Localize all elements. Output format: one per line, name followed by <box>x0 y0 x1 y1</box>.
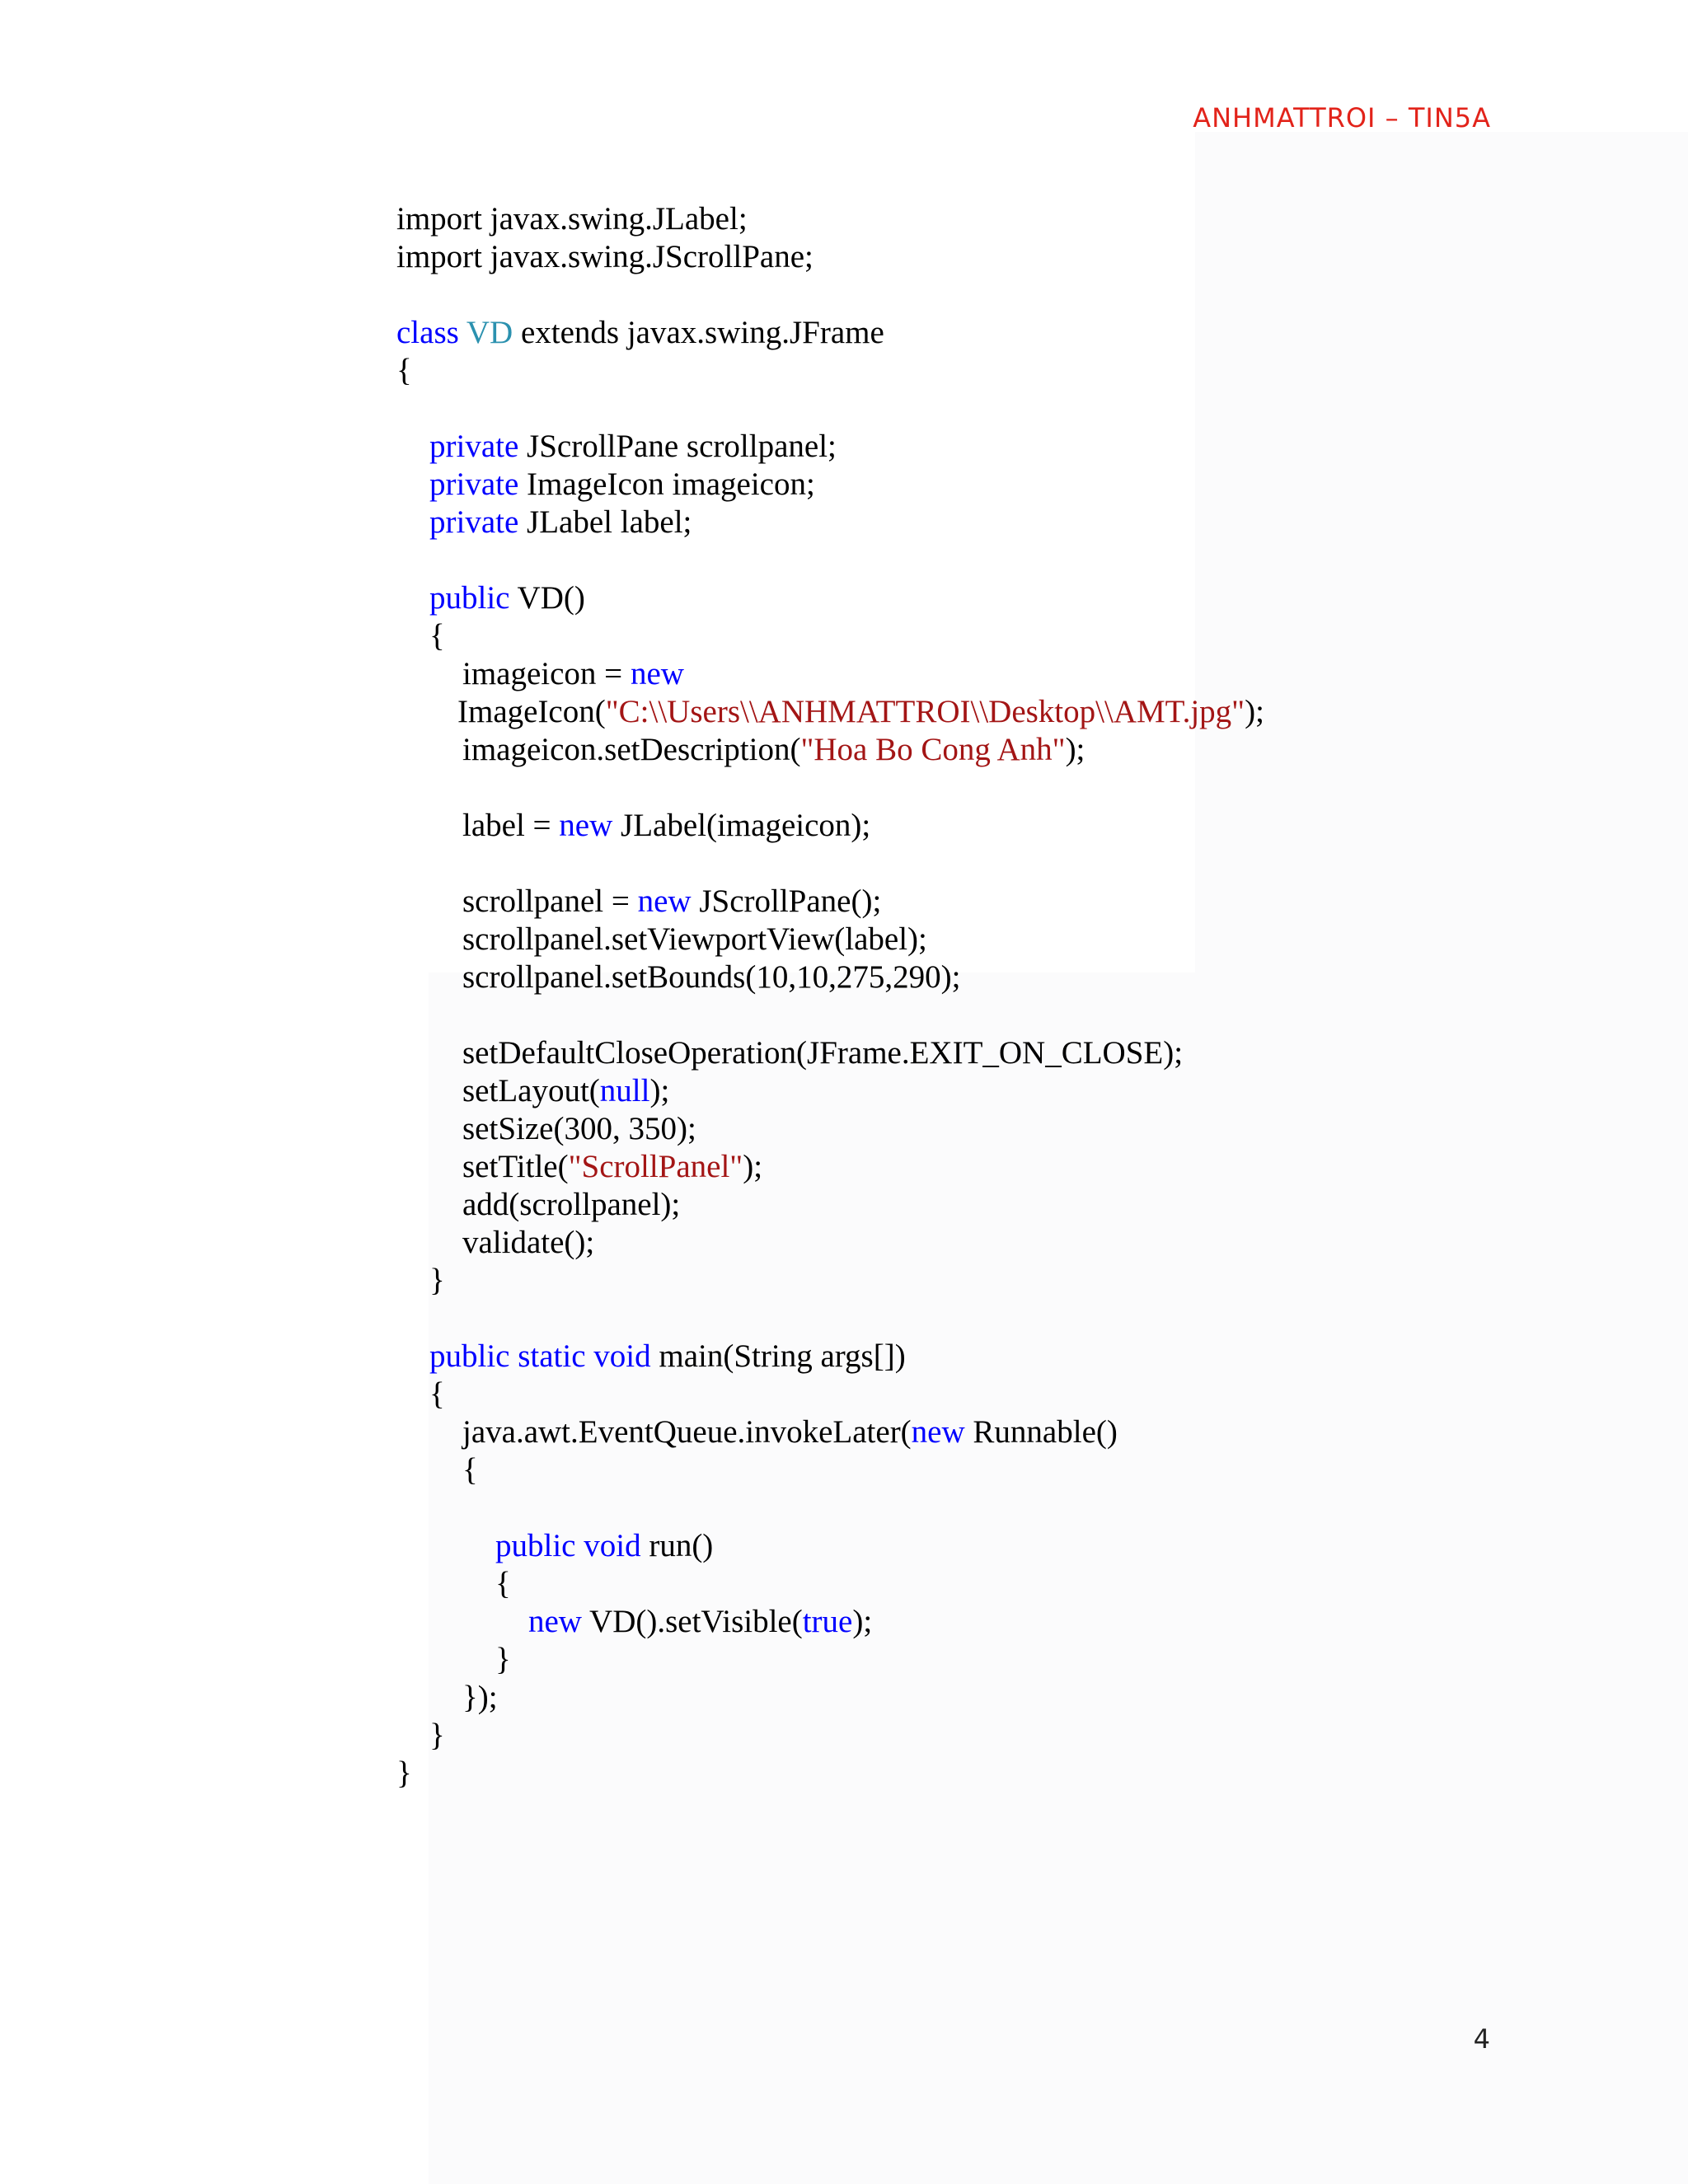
code-line <box>0 769 1401 807</box>
code-text: ); <box>852 1604 873 1639</box>
code-line <box>0 504 1401 541</box>
code-line <box>0 1072 1401 1110</box>
code-text: scrollpanel = <box>462 883 638 919</box>
code-line <box>0 1224 1401 1262</box>
code-string: "ScrollPanel" <box>568 1149 743 1184</box>
code-class-name: VD <box>466 315 513 350</box>
code-line <box>0 1679 1401 1717</box>
code-text: { <box>429 1376 445 1412</box>
code-keyword: new <box>528 1604 582 1639</box>
code-text: setDefaultCloseOperation(JFrame.EXIT_ON_CLOSE); <box>462 1035 1184 1071</box>
code-line <box>0 731 1401 769</box>
code-text: ImageIcon( <box>457 694 606 729</box>
code-line <box>0 579 1401 617</box>
code-line <box>0 1717 1401 1755</box>
code-text <box>459 315 467 350</box>
code-line <box>0 1527 1401 1565</box>
code-text <box>575 1528 584 1563</box>
code-text: ); <box>743 1149 763 1184</box>
code-line <box>0 466 1401 504</box>
code-line <box>0 1338 1401 1376</box>
code-line <box>0 1186 1401 1224</box>
code-line <box>0 1376 1401 1413</box>
code-text: } <box>429 1718 445 1753</box>
code-text: } <box>495 1642 511 1677</box>
code-text: imageicon.setDescription( <box>462 732 801 767</box>
code-keyword: true <box>802 1604 853 1639</box>
code-line <box>0 1413 1401 1451</box>
code-listing <box>0 200 1401 1793</box>
code-line <box>0 1148 1401 1186</box>
code-text: { <box>462 1452 478 1488</box>
code-text: scrollpanel.setBounds(10,10,275,290); <box>462 959 961 995</box>
code-line <box>0 1451 1401 1489</box>
code-text: extends javax.swing.JFrame <box>513 315 884 350</box>
code-text <box>509 1338 518 1374</box>
code-line <box>0 958 1401 996</box>
code-line <box>0 807 1401 845</box>
code-line <box>0 921 1401 958</box>
code-text: run() <box>640 1528 714 1563</box>
code-text: } <box>396 1755 412 1791</box>
code-text: { <box>429 618 445 654</box>
code-keyword: public <box>495 1528 576 1563</box>
code-text: VD().setVisible( <box>581 1604 803 1639</box>
code-line <box>0 200 1401 238</box>
code-line <box>0 617 1401 655</box>
code-text: import javax.swing.JLabel; <box>396 201 748 237</box>
code-keyword: null <box>599 1073 650 1108</box>
code-string: "C:\\Users\\ANHMATTROI\\Desktop\\AMT.jpg" <box>605 694 1245 729</box>
code-line <box>0 1565 1401 1603</box>
code-text: ); <box>1245 694 1264 729</box>
code-text: JLabel label; <box>518 504 692 540</box>
code-text: { <box>495 1566 511 1601</box>
code-text: imageicon = <box>462 656 631 691</box>
code-text: setTitle( <box>462 1149 569 1184</box>
code-line <box>0 693 1401 731</box>
code-keyword: static <box>518 1338 586 1374</box>
code-text: { <box>396 353 412 388</box>
code-line <box>0 352 1401 390</box>
code-keyword: new <box>559 808 613 843</box>
code-line <box>0 1755 1401 1793</box>
code-text: setSize(300, 350); <box>462 1111 696 1146</box>
code-keyword: new <box>637 883 692 919</box>
code-keyword: private <box>429 466 519 502</box>
code-text: ); <box>1065 732 1085 767</box>
code-keyword: void <box>584 1528 641 1563</box>
code-keyword: public <box>429 580 510 616</box>
code-line <box>0 996 1401 1034</box>
code-text: }); <box>462 1680 498 1715</box>
code-text: JScrollPane(); <box>691 883 882 919</box>
code-line <box>0 1641 1401 1679</box>
code-line <box>0 541 1401 579</box>
running-header: ANHMATTROI – TIN5A <box>1193 102 1491 134</box>
code-text: add(scrollpanel); <box>462 1187 681 1222</box>
code-text: validate(); <box>462 1225 595 1260</box>
code-line <box>0 1262 1401 1300</box>
code-text: VD() <box>509 580 585 616</box>
code-text: Runnable() <box>964 1414 1118 1450</box>
code-line <box>0 238 1401 276</box>
code-keyword: public <box>429 1338 510 1374</box>
code-line <box>0 1034 1401 1072</box>
code-text: JLabel(imageicon); <box>612 808 871 843</box>
code-text: java.awt.EventQueue.invokeLater( <box>462 1414 912 1450</box>
code-string: "Hoa Bo Cong Anh" <box>800 732 1066 767</box>
code-text: JScrollPane scrollpanel; <box>518 429 837 464</box>
code-keyword: private <box>429 504 519 540</box>
code-text: setLayout( <box>462 1073 600 1108</box>
code-keyword: private <box>429 429 519 464</box>
code-line <box>0 1603 1401 1641</box>
code-keyword: void <box>593 1338 651 1374</box>
code-text: ImageIcon imageicon; <box>518 466 815 502</box>
code-text <box>586 1338 594 1374</box>
code-line <box>0 883 1401 921</box>
code-text: scrollpanel.setViewportView(label); <box>462 921 927 957</box>
code-line <box>0 390 1401 428</box>
code-keyword: new <box>911 1414 965 1450</box>
code-text: label = <box>462 808 560 843</box>
code-line <box>0 1489 1401 1527</box>
code-text: ); <box>649 1073 670 1108</box>
page-number: 4 <box>1473 2023 1490 2055</box>
code-text: } <box>429 1263 445 1298</box>
code-text: main(String args[]) <box>650 1338 906 1374</box>
code-line <box>0 428 1401 466</box>
code-line <box>0 276 1401 314</box>
code-line <box>0 1300 1401 1338</box>
code-line <box>0 655 1401 693</box>
code-line <box>0 314 1401 352</box>
code-line <box>0 1110 1401 1148</box>
code-keyword: new <box>630 656 684 691</box>
code-line <box>0 845 1401 883</box>
code-keyword: class <box>396 315 459 350</box>
code-text: import javax.swing.JScrollPane; <box>396 239 814 274</box>
